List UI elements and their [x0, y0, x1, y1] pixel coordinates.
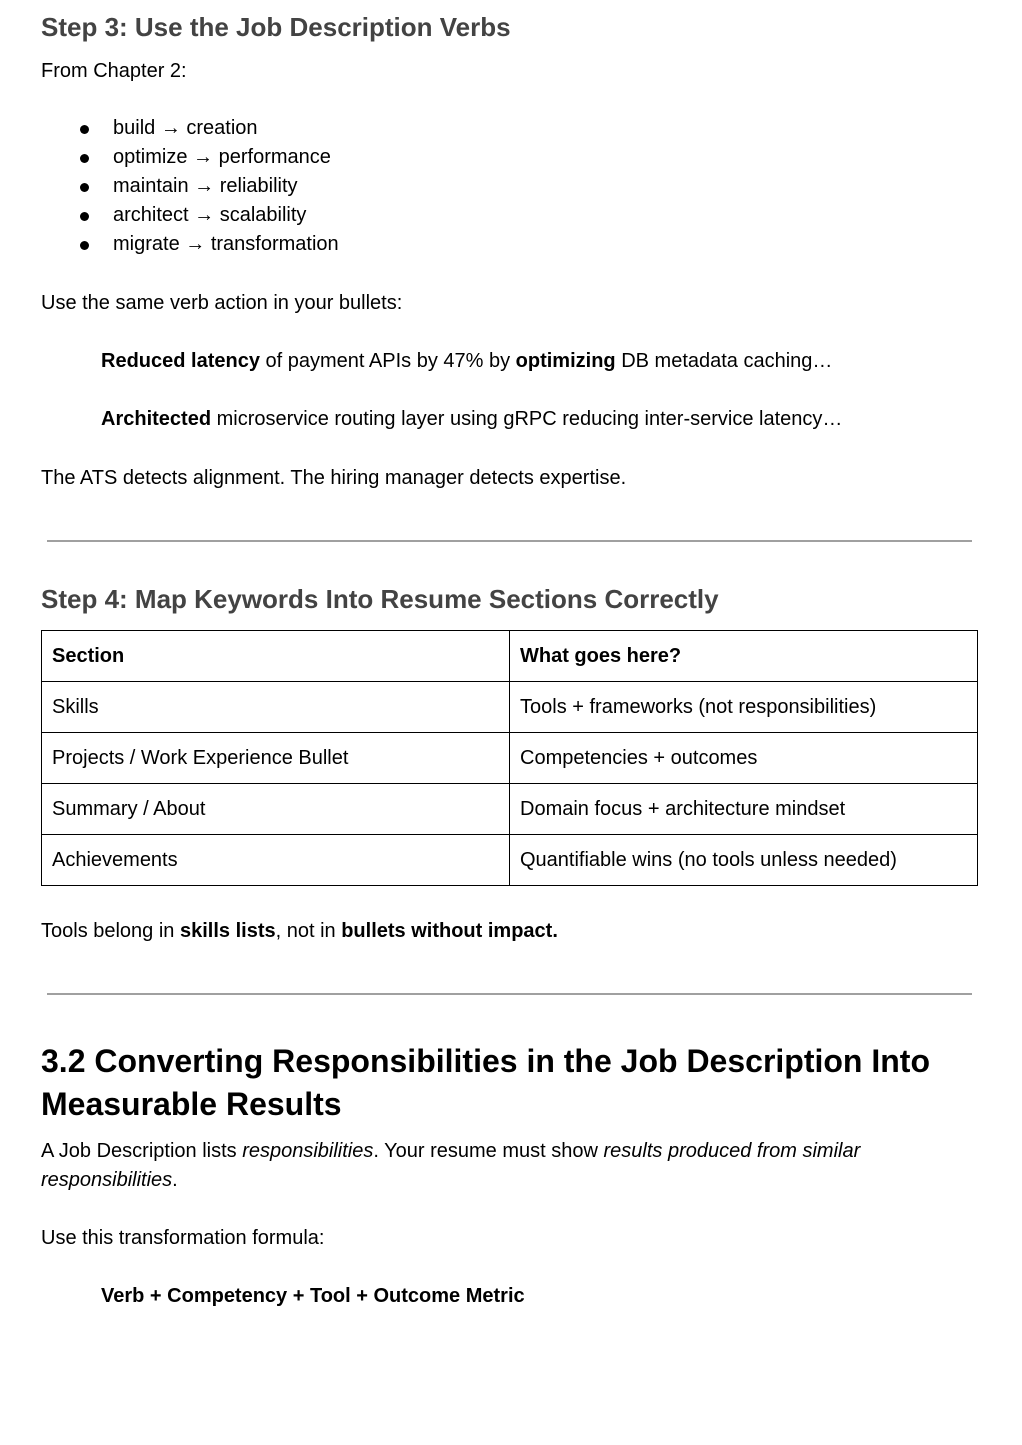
step3-intro: From Chapter 2:: [41, 60, 187, 82]
transformation-formula: Verb + Competency + Tool + Outcome Metric: [101, 1285, 525, 1307]
list-item: optimize → performance: [41, 143, 339, 172]
table-cell: Summary / About: [42, 784, 510, 835]
table-cell: Achievements: [42, 835, 510, 886]
list-item: build → creation: [41, 114, 339, 143]
table-header-cell: Section: [42, 631, 510, 682]
table-header-cell: What goes here?: [510, 631, 978, 682]
bullet-icon: [80, 125, 89, 134]
step4-note: Tools belong in skills lists, not in bullets without impact.: [41, 920, 558, 942]
table-row: [42, 682, 978, 733]
step3-heading: Step 3: Use the Job Description Verbs: [41, 12, 511, 42]
list-item: migrate → transformation: [41, 230, 339, 259]
list-item: maintain → reliability: [41, 172, 339, 201]
divider: [47, 540, 972, 542]
table-row: [42, 835, 978, 886]
bullet-icon: [80, 241, 89, 250]
bullet-icon: [80, 183, 89, 192]
table-row: [42, 733, 978, 784]
formula-intro: Use this transformation formula:: [41, 1227, 325, 1249]
table-cell: Projects / Work Experience Bullet: [42, 733, 510, 784]
bullet-icon: [80, 212, 89, 221]
divider: [47, 993, 972, 995]
verb-list: [41, 114, 339, 259]
bullet-icon: [80, 154, 89, 163]
section-3-2-heading: 3.2 Converting Responsibilities in the Job Description Into Measurable Results: [41, 1043, 930, 1122]
step3-instruction: Use the same verb action in your bullets:: [41, 292, 403, 314]
table-header-row: [42, 631, 978, 682]
list-item: architect → scalability: [41, 201, 339, 230]
table-row: [42, 784, 978, 835]
step4-heading: Step 4: Map Keywords Into Resume Sections Correctly: [41, 584, 719, 614]
example-bullet-2: Architected microservice routing layer using gRPC reducing inter-service latency…: [101, 408, 843, 430]
example-bullet-1: Reduced latency of payment APIs by 47% by optimizing DB metadata caching…: [101, 350, 833, 372]
keyword-mapping-table: [41, 630, 978, 886]
table-cell: Domain focus + architecture mindset: [510, 784, 978, 835]
table-cell: Tools + frameworks (not responsibilities): [510, 682, 978, 733]
table-cell: Competencies + outcomes: [510, 733, 978, 784]
table-cell: Skills: [42, 682, 510, 733]
table-cell: Quantifiable wins (no tools unless needed): [510, 835, 978, 886]
step3-conclusion: The ATS detects alignment. The hiring manager detects expertise.: [41, 467, 627, 489]
section-3-2-paragraph: A Job Description lists responsibilities. Your resume must show results produced from similar responsibilities.: [41, 1140, 861, 1191]
